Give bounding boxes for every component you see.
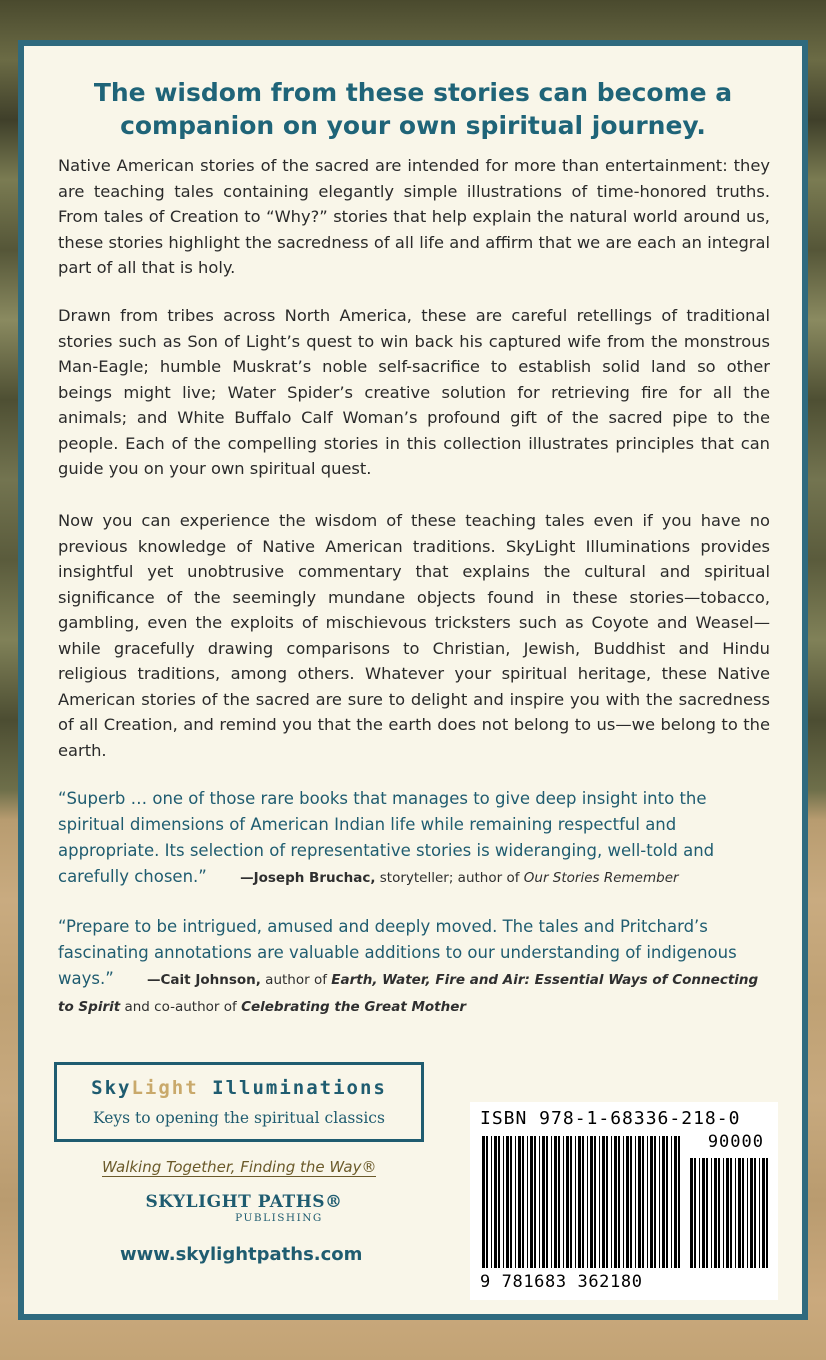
back-cover-frame	[18, 40, 808, 1320]
description-paragraph-2: Drawn from tribes across North America, these are careful retellings of traditional stories such as Son of Light’s quest to win back his captured wife from the monstrous Man-Eagle; humble Muskrat’s noble self-sacrifice to establish solid land so other beings might live; Water Spider’s creative solution for retrieving fire for all the animals; and White Buffalo Calf Woman’s profound gift of the sacred pipe to the people. Each of the compelling stories in this collection illustrates principles that can guide you on your own spiritual quest.	[58, 306, 770, 478]
barcode-bar	[662, 1136, 665, 1268]
barcode-bar	[491, 1136, 492, 1268]
barcode-bar	[714, 1158, 717, 1268]
barcode-bar	[566, 1136, 569, 1268]
publisher-logo	[134, 1192, 354, 1224]
barcode-bar	[530, 1136, 533, 1268]
barcode-bar	[638, 1136, 641, 1268]
barcode-bar	[599, 1136, 600, 1268]
barcode-bar	[762, 1158, 765, 1268]
headline-line-2: companion on your own spiritual journey.	[120, 111, 706, 140]
barcode-bar	[606, 1136, 608, 1268]
endorsement-text: “Superb … one of those rare books that manages to give deep insight into the spiritual dimensions of American Indian life while remaining respectful and appropriate. Its selection of representative stories is wideranging, well-told and carefully chosen.”	[58, 789, 715, 886]
barcode-bar	[694, 1158, 696, 1268]
description-paragraph-3: Now you can experience the wisdom of these teaching tales even if you have no previous knowledge of Native American traditions. SkyLight Illuminations provides insightful yet unobtrusive commentary that explains the cultural and spiritual significance of the seemingly mundane objects found in these stories—tobacco, gambling, even the exploits of mischievous tricksters such as Coyote and Weasel—while gracefully drawing comparisons to Christian, Jewish, Buddhist and Hindu religious traditions, among others. Whatever your spiritual heritage, these Native American stories of the sacred are sure to delight and inspire you with the sacredness of all Creation, and remind you that the earth does not belong to us—we belong to the earth.	[58, 511, 770, 760]
barcode-bar	[618, 1136, 620, 1268]
barcode-bar	[654, 1136, 656, 1268]
barcode-bar	[730, 1158, 732, 1268]
barcode-bar	[482, 1136, 485, 1268]
barcode-bar	[614, 1136, 617, 1268]
barcode-bar	[518, 1136, 521, 1268]
endorser-role: storyteller; author of	[375, 870, 524, 886]
barcode-bar	[711, 1158, 712, 1268]
barcode-bar	[527, 1136, 528, 1268]
barcode-bar	[486, 1136, 488, 1268]
barcode-bar	[666, 1136, 668, 1268]
barcode-bar	[642, 1136, 644, 1268]
endorser-role-2: and co-author of	[120, 999, 242, 1015]
barcode-bar	[650, 1136, 653, 1268]
barcode-bar	[558, 1136, 560, 1268]
barcode-bar	[503, 1136, 504, 1268]
barcode-bar	[674, 1136, 677, 1268]
barcode-bar	[515, 1136, 516, 1268]
barcode-bar	[723, 1158, 724, 1268]
barcode-bar	[587, 1136, 588, 1268]
barcode-bar	[626, 1136, 629, 1268]
endorsement-attribution	[240, 870, 678, 886]
price-code: 90000	[707, 1132, 764, 1152]
barcode-bar	[750, 1158, 753, 1268]
barcode-bar	[671, 1136, 672, 1268]
endorser-role: author of	[260, 972, 332, 988]
barcode-bar	[635, 1136, 636, 1268]
barcode-bar	[699, 1158, 700, 1268]
barcode-bar	[726, 1158, 729, 1268]
publisher-slogan: Walking Together, Finding the Way®	[102, 1158, 377, 1176]
endorsement-text: “Prepare to be intrigued, amused and deeply moved. The tales and Pritchard’s fascinating annotations are valuable additions to our understanding of indigenous ways.”	[58, 917, 737, 988]
barcode-bar	[575, 1136, 576, 1268]
barcode-bar	[623, 1136, 624, 1268]
headline	[24, 76, 802, 142]
barcode-bar	[602, 1136, 605, 1268]
barcode-bar	[647, 1136, 648, 1268]
barcode-bar	[551, 1136, 552, 1268]
barcode-bar	[542, 1136, 545, 1268]
barcode-bar	[735, 1158, 736, 1268]
barcode-bar	[554, 1136, 557, 1268]
barcode-bar	[611, 1136, 612, 1268]
endorser-work-2: Celebrating the Great Mother	[241, 999, 467, 1015]
series-title: SkyLight Illuminations	[91, 1077, 387, 1099]
series-subtitle: Keys to opening the spiritual classics	[93, 1109, 385, 1127]
publisher-name: SKYLIGHT PATHS®	[145, 1192, 343, 1212]
barcode-bar	[510, 1136, 512, 1268]
barcode-bar	[747, 1158, 748, 1268]
barcode-bar	[563, 1136, 564, 1268]
endorser-name: —Cait Johnson,	[147, 972, 261, 988]
ean-digits: 9 781683 362180	[480, 1272, 643, 1292]
publisher-subtitle: PUBLISHING	[235, 1212, 323, 1224]
publisher-website: www.skylightpaths.com	[120, 1244, 363, 1265]
barcode-bar	[582, 1136, 584, 1268]
barcode-block	[470, 1102, 778, 1300]
barcode-bar	[522, 1136, 524, 1268]
endorsement-quote-1	[58, 786, 778, 891]
back-cover-panel	[24, 46, 802, 1314]
barcode-bar	[702, 1158, 705, 1268]
endorser-name: —Joseph Bruchac,	[240, 870, 376, 886]
endorsement-quote-2	[58, 914, 778, 1020]
description-paragraph-1: Native American stories of the sacred are intended for more than entertainment: they are teaching tales containing elegantly simple illustrations of time-honored truths. From tales of Creation to “Why?” stories that help explain the natural world around us, these stories highlight the sacredness of all life and affirm that we are each an integral part of all that is holy.	[58, 156, 770, 277]
barcode-bar	[578, 1136, 581, 1268]
barcode-bar	[534, 1136, 536, 1268]
barcode-bar	[678, 1136, 680, 1268]
barcode-bar	[706, 1158, 708, 1268]
barcode-bar	[506, 1136, 509, 1268]
barcode-bar	[539, 1136, 540, 1268]
barcode-bar	[718, 1158, 720, 1268]
endorser-work: Earth, Water, Fire and Air: Essential Ways of Connecting to Spirit	[58, 972, 759, 1015]
barcode-bar	[546, 1136, 548, 1268]
barcode-bar	[738, 1158, 741, 1268]
barcode-bar	[570, 1136, 572, 1268]
barcode-bar	[690, 1158, 693, 1268]
barcode-bar	[766, 1158, 768, 1268]
barcode-bar	[659, 1136, 660, 1268]
barcode-bar	[494, 1136, 497, 1268]
endorsement-attribution	[58, 972, 758, 1015]
barcode-bar	[754, 1158, 756, 1268]
endorser-work: Our Stories Remember	[523, 870, 679, 886]
barcode-bar	[590, 1136, 593, 1268]
isbn-label: ISBN 978-1-68336-218-0	[480, 1108, 741, 1129]
barcode-bar	[742, 1158, 744, 1268]
barcode-bar	[759, 1158, 760, 1268]
barcode-bar	[498, 1136, 500, 1268]
barcode-bars	[470, 1102, 778, 1300]
headline-line-1: The wisdom from these stories can become a	[93, 78, 733, 107]
barcode-bar	[594, 1136, 596, 1268]
series-logo-box	[54, 1062, 424, 1142]
barcode-bar	[630, 1136, 632, 1268]
